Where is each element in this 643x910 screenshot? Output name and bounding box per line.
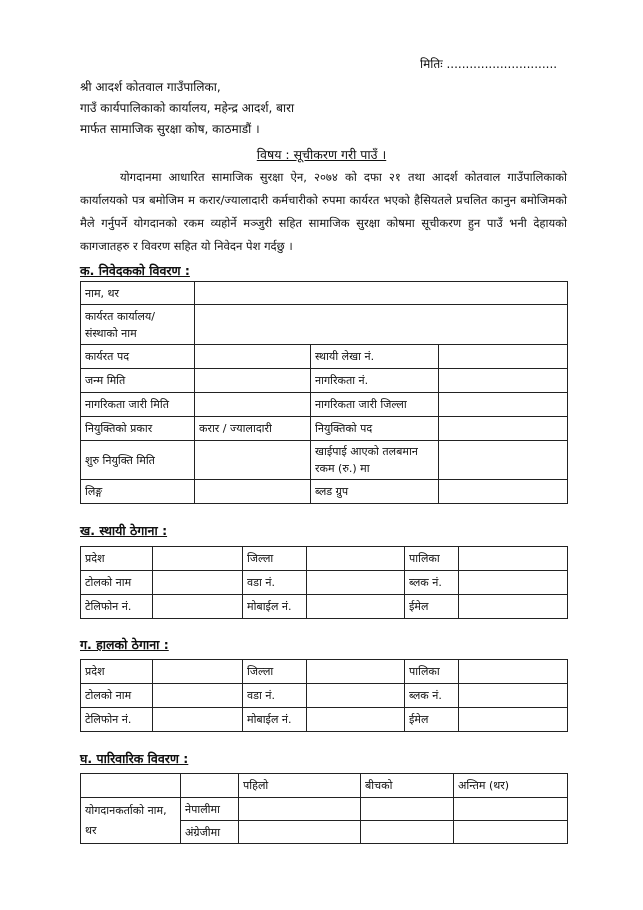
- label-phone: टेलिफोन नं.: [81, 708, 153, 732]
- label-block: ब्लक नं.: [405, 571, 459, 595]
- label-province: प्रदेश: [81, 547, 153, 571]
- label-salary: खाईपाई आएको तलबमान रकम (रु.) मा: [311, 441, 439, 480]
- table-row: [81, 547, 568, 571]
- dob-input[interactable]: [195, 369, 311, 393]
- label-citizenship: नागरिकता नं.: [311, 369, 439, 393]
- label-district: जिल्ला: [243, 547, 307, 571]
- label-mobile: मोबाईल नं.: [243, 708, 307, 732]
- table-row: [81, 708, 568, 732]
- first-appt-input[interactable]: [195, 441, 311, 480]
- header-first: पहिलो: [239, 774, 361, 798]
- section-applicant-heading: क. निवेदकको विवरण :: [80, 263, 190, 278]
- label-province: प्रदेश: [81, 660, 153, 684]
- label-appt-type: नियुक्तिको प्रकार: [81, 417, 195, 441]
- middle-english-input[interactable]: [361, 821, 454, 844]
- block-input[interactable]: [459, 571, 568, 595]
- subject-line: [0, 146, 643, 163]
- cit-district-input[interactable]: [439, 393, 568, 417]
- mobile-input[interactable]: [307, 595, 405, 619]
- first-english-input[interactable]: [239, 821, 361, 844]
- gender-input[interactable]: [195, 480, 311, 504]
- address-line-2: गाउँ कार्यपालिकाको कार्यालय, महेन्द्र आदर्श, बारा: [80, 101, 295, 115]
- ward-input[interactable]: [307, 684, 405, 708]
- province-input[interactable]: [153, 660, 243, 684]
- post-input[interactable]: [195, 345, 311, 369]
- section-current-heading: ग. हालको ठेगाना :: [80, 637, 169, 652]
- phone-input[interactable]: [153, 595, 243, 619]
- office-input[interactable]: [195, 305, 568, 345]
- label-post: कार्यरत पद: [81, 345, 195, 369]
- label-phone: टेलिफोन नं.: [81, 595, 153, 619]
- header-middle: बीचको: [361, 774, 454, 798]
- label-mobile: मोबाईल नं.: [243, 595, 307, 619]
- table-row: [81, 345, 568, 369]
- label-appt-post: नियुक्तिको पद: [311, 417, 439, 441]
- label-cit-district: नागरिकता जारी जिल्ला: [311, 393, 439, 417]
- salary-input[interactable]: [439, 441, 568, 480]
- label-dob: जन्म मिति: [81, 369, 195, 393]
- table-row: [81, 441, 568, 480]
- family-table: [80, 773, 568, 844]
- label-ward: वडा नं.: [243, 571, 307, 595]
- appt-type-value[interactable]: करार / ज्यालादारी: [195, 417, 311, 441]
- table-row: [81, 305, 568, 345]
- label-palika: पालिका: [405, 547, 459, 571]
- label-block: ब्लक नं.: [405, 684, 459, 708]
- label-email: ईमेल: [405, 595, 459, 619]
- permanent-address-table: [80, 546, 568, 619]
- label-tole: टोलको नाम: [81, 684, 153, 708]
- header-empty: [181, 774, 239, 798]
- label-tole: टोलको नाम: [81, 571, 153, 595]
- label-cit-date: नागरिकता जारी मिति: [81, 393, 195, 417]
- last-nepali-input[interactable]: [454, 798, 568, 821]
- label-perm-acc: स्थायी लेखा नं.: [311, 345, 439, 369]
- subject-text: विषय : सूचीकरण गरी पाउँ ।: [256, 147, 387, 162]
- address-line-1: श्री आदर्श कोतवाल गाउँपालिका,: [80, 80, 221, 94]
- section-permanent-heading: ख. स्थायी ठेगाना :: [80, 523, 168, 538]
- name-input[interactable]: [195, 282, 568, 305]
- date-field: मितिः .............................: [420, 57, 558, 71]
- table-row: [81, 369, 568, 393]
- header-empty: [81, 774, 181, 798]
- table-row: [81, 480, 568, 504]
- province-input[interactable]: [153, 547, 243, 571]
- table-row: [81, 571, 568, 595]
- label-palika: पालिका: [405, 660, 459, 684]
- palika-input[interactable]: [459, 660, 568, 684]
- header-last: अन्तिम (थर): [454, 774, 568, 798]
- label-nepali: नेपालीमा: [181, 798, 239, 821]
- email-input[interactable]: [459, 708, 568, 732]
- label-first-appt: शुरु नियुक्ति मिति: [81, 441, 195, 480]
- label-ward: वडा नं.: [243, 684, 307, 708]
- district-input[interactable]: [307, 660, 405, 684]
- body-paragraph: योगदानमा आधारित सामाजिक सुरक्षा ऐन, २०७४ को दफा २१ तथा आदर्श कोतवाल गाउँपालिकाको कार्यालयको पत्र बमोजिम म करार/ज्यालादारी कर्मचारीको रुपमा कार्यरत भएको हैसियतले प्रचलित कानुन बमोजिमको मैले गर्नुपर्ने योगदानको रकम व्यहोर्ने मञ्जुरी सहित सामाजिक सुरक्षा कोषमा सूचीकरण हुन पाउँ भनी देहायको कागजातहरु र विवरण सहित यो निवेदन पेश गर्दछु ।: [80, 170, 567, 253]
- table-row: [81, 417, 568, 441]
- label-english: अंग्रेजीमा: [181, 821, 239, 844]
- ward-input[interactable]: [307, 571, 405, 595]
- tole-input[interactable]: [153, 684, 243, 708]
- blood-input[interactable]: [439, 480, 568, 504]
- table-row: [81, 774, 568, 798]
- email-input[interactable]: [459, 595, 568, 619]
- applicant-table: [80, 281, 568, 504]
- tole-input[interactable]: [153, 571, 243, 595]
- table-row: [81, 595, 568, 619]
- phone-input[interactable]: [153, 708, 243, 732]
- current-address-table: [80, 659, 568, 732]
- appt-post-input[interactable]: [439, 417, 568, 441]
- label-email: ईमेल: [405, 708, 459, 732]
- mobile-input[interactable]: [307, 708, 405, 732]
- last-english-input[interactable]: [454, 821, 568, 844]
- label-blood: ब्लड ग्रुप: [311, 480, 439, 504]
- label-name: नाम, थर: [81, 282, 195, 305]
- middle-nepali-input[interactable]: [361, 798, 454, 821]
- cit-date-input[interactable]: [195, 393, 311, 417]
- citizenship-input[interactable]: [439, 369, 568, 393]
- district-input[interactable]: [307, 547, 405, 571]
- label-gender: लिङ्ग: [81, 480, 195, 504]
- label-district: जिल्ला: [243, 660, 307, 684]
- label-contributor: योगदानकर्ताको नाम, थर: [81, 798, 181, 844]
- perm-acc-input[interactable]: [439, 345, 568, 369]
- table-row: [81, 282, 568, 305]
- address-line-3: मार्फत सामाजिक सुरक्षा कोष, काठमाडौं ।: [80, 122, 260, 136]
- section-family-heading: घ. पारिवारिक विवरण :: [80, 751, 189, 766]
- table-row: [81, 393, 568, 417]
- table-row: [81, 798, 568, 821]
- block-input[interactable]: [459, 684, 568, 708]
- table-row: [81, 684, 568, 708]
- first-nepali-input[interactable]: [239, 798, 361, 821]
- table-row: [81, 660, 568, 684]
- label-office: कार्यरत कार्यालय/ संस्थाको नाम: [81, 305, 195, 345]
- palika-input[interactable]: [459, 547, 568, 571]
